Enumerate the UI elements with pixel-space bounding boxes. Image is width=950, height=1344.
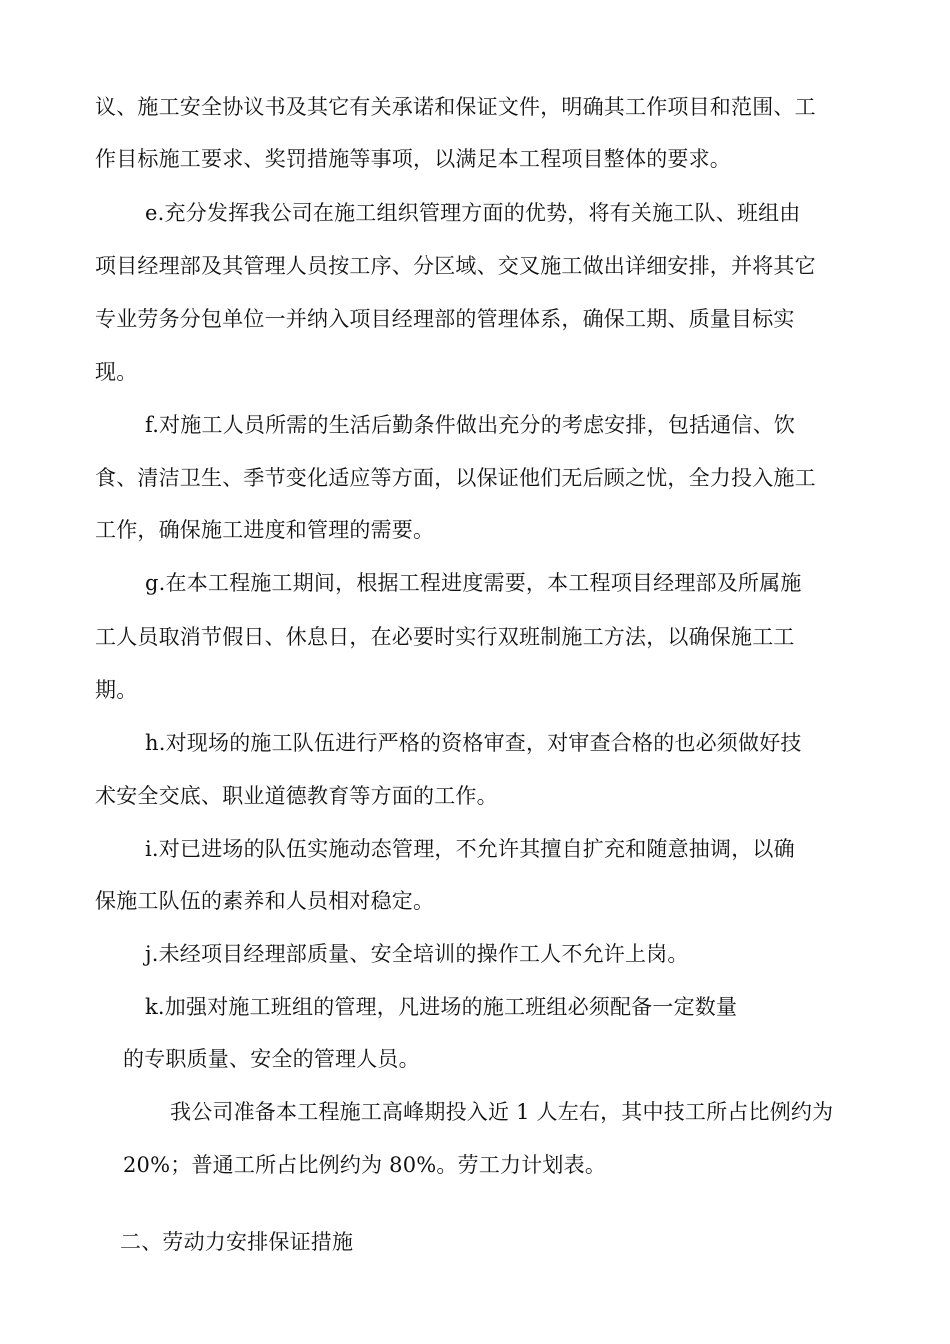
text-line: 现。 [95,360,138,384]
text-line: 专业劳务分包单位一并纳入项目经理部的管理体系，确保工期、质量目标实 [95,307,795,331]
text-line: 项目经理部及其管理人员按工序、分区域、交叉施工做出详细安排，并将其它 [95,254,816,278]
paragraph-g-start: g.在本工程施工期间，根据工程进度需要，本工程项目经理部及所属施 [145,571,802,595]
section-heading: 二、劳动力安排保证措施 [120,1230,354,1254]
paragraph-k-start: k.加强对施工班组的管理，凡进场的施工班组必须配备一定数量 [145,995,738,1019]
text-line: 工作，确保施工进度和管理的需要。 [95,518,435,542]
text-line: 期。 [95,678,138,702]
text-line: 20%；普通工所占比例约为 80%。劳工力计划表。 [123,1153,607,1177]
text-line: 工人员取消节假日、休息日，在必要时实行双班制施工方法，以确保施工工 [95,625,795,649]
text-line: 作目标施工要求、奖罚措施等事项，以满足本工程项目整体的要求。 [95,147,731,171]
paragraph-i-start: i.对已进场的队伍实施动态管理，不允许其擅自扩充和随意抽调，以确 [145,837,795,861]
text-line: 的专职质量、安全的管理人员。 [123,1047,420,1071]
paragraph-h-start: h.对现场的施工队伍进行严格的资格审查，对审查合格的也必须做好技 [145,731,802,755]
text-line: 术安全交底、职业道德教育等方面的工作。 [95,784,498,808]
paragraph-e-start: e.充分发挥我公司在施工组织管理方面的优势，将有关施工队、班组由 [145,201,801,225]
text-line: 食、清洁卫生、季节变化适应等方面，以保证他们无后顾之忧，全力投入施工 [95,466,816,490]
paragraph-j: j.未经项目经理部质量、安全培训的操作工人不允许上岗。 [145,942,689,966]
text-line: 议、施工安全协议书及其它有关承诺和保证文件，明确其工作项目和范围、工 [95,95,816,119]
text-line: 保施工队伍的素养和人员相对稳定。 [95,889,435,913]
paragraph-f-start: f.对施工人员所需的生活后勤条件做出充分的考虑安排，包括通信、饮 [145,413,796,437]
paragraph-labor-plan-start: 我公司准备本工程施工高峰期投入近 1 人左右，其中技工所占比例约为 [170,1100,834,1124]
